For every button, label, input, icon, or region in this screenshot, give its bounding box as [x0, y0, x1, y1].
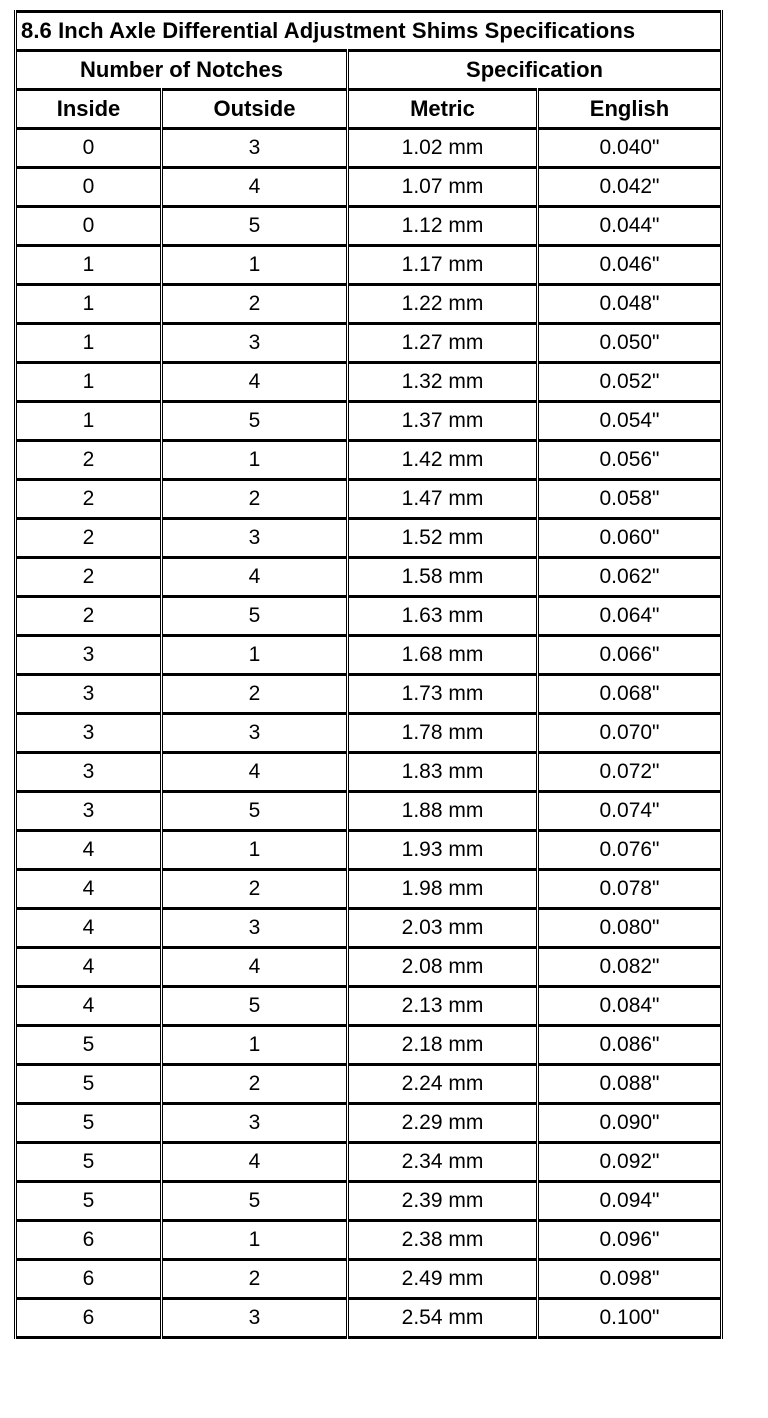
cell-inside: 2: [16, 519, 162, 558]
table-row: [16, 129, 722, 168]
cell-metric: 1.47 mm: [348, 480, 538, 519]
cell-outside: 4: [162, 753, 348, 792]
cell-outside: 2: [162, 480, 348, 519]
cell-outside: 5: [162, 207, 348, 246]
cell-outside: 4: [162, 363, 348, 402]
cell-outside: 5: [162, 597, 348, 636]
cell-metric: 2.08 mm: [348, 948, 538, 987]
cell-outside: 5: [162, 792, 348, 831]
cell-english: 0.046": [538, 246, 722, 285]
cell-english: 0.086": [538, 1026, 722, 1065]
cell-metric: 1.83 mm: [348, 753, 538, 792]
group-header-row: [16, 51, 722, 90]
table-row: [16, 1260, 722, 1299]
cell-outside: 4: [162, 558, 348, 597]
cell-metric: 1.68 mm: [348, 636, 538, 675]
cell-english: 0.062": [538, 558, 722, 597]
cell-english: 0.092": [538, 1143, 722, 1182]
cell-english: 0.098": [538, 1260, 722, 1299]
table-row: [16, 480, 722, 519]
shim-spec-sheet: [14, 10, 720, 1339]
cell-inside: 5: [16, 1143, 162, 1182]
cell-outside: 3: [162, 909, 348, 948]
cell-metric: 2.13 mm: [348, 987, 538, 1026]
cell-inside: 3: [16, 714, 162, 753]
cell-metric: 1.88 mm: [348, 792, 538, 831]
cell-outside: 2: [162, 285, 348, 324]
table-row: [16, 675, 722, 714]
cell-metric: 1.17 mm: [348, 246, 538, 285]
cell-english: 0.084": [538, 987, 722, 1026]
table-row: [16, 207, 722, 246]
cell-english: 0.060": [538, 519, 722, 558]
cell-outside: 1: [162, 831, 348, 870]
cell-metric: 1.63 mm: [348, 597, 538, 636]
cell-metric: 1.37 mm: [348, 402, 538, 441]
cell-metric: 2.54 mm: [348, 1299, 538, 1338]
cell-metric: 1.98 mm: [348, 870, 538, 909]
cell-inside: 1: [16, 363, 162, 402]
table-row: [16, 753, 722, 792]
column-header-inside: Inside: [16, 90, 162, 129]
cell-english: 0.058": [538, 480, 722, 519]
cell-inside: 5: [16, 1104, 162, 1143]
cell-outside: 3: [162, 714, 348, 753]
cell-english: 0.100": [538, 1299, 722, 1338]
cell-english: 0.068": [538, 675, 722, 714]
cell-inside: 1: [16, 246, 162, 285]
cell-english: 0.090": [538, 1104, 722, 1143]
cell-inside: 0: [16, 168, 162, 207]
title-row: [16, 12, 722, 51]
cell-english: 0.080": [538, 909, 722, 948]
cell-inside: 0: [16, 129, 162, 168]
table-row: [16, 909, 722, 948]
cell-outside: 3: [162, 324, 348, 363]
table-body: [16, 129, 722, 1338]
table-row: [16, 519, 722, 558]
table-row: [16, 1026, 722, 1065]
cell-english: 0.076": [538, 831, 722, 870]
column-header-outside: Outside: [162, 90, 348, 129]
table-row: [16, 1182, 722, 1221]
table-row: [16, 363, 722, 402]
cell-metric: 1.22 mm: [348, 285, 538, 324]
cell-english: 0.096": [538, 1221, 722, 1260]
cell-metric: 2.29 mm: [348, 1104, 538, 1143]
cell-metric: 1.73 mm: [348, 675, 538, 714]
cell-inside: 1: [16, 324, 162, 363]
cell-english: 0.064": [538, 597, 722, 636]
cell-metric: 1.32 mm: [348, 363, 538, 402]
shim-spec-table: [14, 10, 723, 1339]
cell-inside: 4: [16, 987, 162, 1026]
cell-outside: 1: [162, 1221, 348, 1260]
cell-metric: 2.39 mm: [348, 1182, 538, 1221]
table-row: [16, 441, 722, 480]
cell-metric: 1.42 mm: [348, 441, 538, 480]
table-row: [16, 987, 722, 1026]
group-header-notches: Number of Notches: [16, 51, 348, 90]
cell-inside: 4: [16, 948, 162, 987]
cell-english: 0.072": [538, 753, 722, 792]
table-row: [16, 1299, 722, 1338]
cell-inside: 2: [16, 441, 162, 480]
cell-english: 0.040": [538, 129, 722, 168]
cell-english: 0.048": [538, 285, 722, 324]
cell-outside: 2: [162, 675, 348, 714]
cell-inside: 4: [16, 870, 162, 909]
cell-inside: 0: [16, 207, 162, 246]
cell-english: 0.050": [538, 324, 722, 363]
table-row: [16, 870, 722, 909]
cell-inside: 2: [16, 558, 162, 597]
cell-metric: 1.02 mm: [348, 129, 538, 168]
table-row: [16, 714, 722, 753]
cell-metric: 1.93 mm: [348, 831, 538, 870]
column-header-row: [16, 90, 722, 129]
cell-metric: 1.58 mm: [348, 558, 538, 597]
cell-inside: 5: [16, 1065, 162, 1104]
cell-outside: 3: [162, 519, 348, 558]
cell-inside: 3: [16, 753, 162, 792]
cell-english: 0.052": [538, 363, 722, 402]
cell-english: 0.056": [538, 441, 722, 480]
table-row: [16, 636, 722, 675]
cell-metric: 2.18 mm: [348, 1026, 538, 1065]
cell-outside: 5: [162, 402, 348, 441]
cell-outside: 2: [162, 1065, 348, 1104]
cell-inside: 3: [16, 792, 162, 831]
cell-metric: 1.78 mm: [348, 714, 538, 753]
group-header-specification: Specification: [348, 51, 722, 90]
cell-outside: 2: [162, 870, 348, 909]
cell-outside: 1: [162, 246, 348, 285]
cell-outside: 3: [162, 129, 348, 168]
cell-inside: 3: [16, 675, 162, 714]
cell-inside: 2: [16, 597, 162, 636]
cell-outside: 5: [162, 1182, 348, 1221]
cell-outside: 4: [162, 168, 348, 207]
cell-inside: 4: [16, 909, 162, 948]
cell-metric: 2.03 mm: [348, 909, 538, 948]
cell-inside: 1: [16, 402, 162, 441]
cell-inside: 1: [16, 285, 162, 324]
cell-outside: 5: [162, 987, 348, 1026]
cell-english: 0.074": [538, 792, 722, 831]
table-row: [16, 402, 722, 441]
cell-outside: 3: [162, 1299, 348, 1338]
table-row: [16, 831, 722, 870]
table-row: [16, 792, 722, 831]
cell-english: 0.044": [538, 207, 722, 246]
cell-inside: 6: [16, 1260, 162, 1299]
cell-english: 0.078": [538, 870, 722, 909]
table-row: [16, 324, 722, 363]
cell-inside: 3: [16, 636, 162, 675]
cell-inside: 4: [16, 831, 162, 870]
table-row: [16, 1143, 722, 1182]
cell-metric: 2.49 mm: [348, 1260, 538, 1299]
table-title: 8.6 Inch Axle Differential Adjustment Shims Specifications: [16, 12, 722, 51]
cell-outside: 1: [162, 441, 348, 480]
cell-english: 0.054": [538, 402, 722, 441]
cell-english: 0.066": [538, 636, 722, 675]
table-row: [16, 1104, 722, 1143]
cell-metric: 2.24 mm: [348, 1065, 538, 1104]
cell-metric: 1.52 mm: [348, 519, 538, 558]
cell-english: 0.042": [538, 168, 722, 207]
table-row: [16, 948, 722, 987]
cell-metric: 2.34 mm: [348, 1143, 538, 1182]
cell-english: 0.070": [538, 714, 722, 753]
cell-outside: 4: [162, 1143, 348, 1182]
cell-metric: 1.27 mm: [348, 324, 538, 363]
cell-inside: 6: [16, 1299, 162, 1338]
column-header-metric: Metric: [348, 90, 538, 129]
cell-inside: 6: [16, 1221, 162, 1260]
column-header-english: English: [538, 90, 722, 129]
table-row: [16, 168, 722, 207]
cell-inside: 2: [16, 480, 162, 519]
cell-inside: 5: [16, 1182, 162, 1221]
cell-outside: 1: [162, 636, 348, 675]
cell-metric: 2.38 mm: [348, 1221, 538, 1260]
table-row: [16, 558, 722, 597]
cell-outside: 1: [162, 1026, 348, 1065]
table-row: [16, 1221, 722, 1260]
table-row: [16, 597, 722, 636]
cell-english: 0.082": [538, 948, 722, 987]
table-row: [16, 1065, 722, 1104]
cell-outside: 4: [162, 948, 348, 987]
cell-inside: 5: [16, 1026, 162, 1065]
table-row: [16, 246, 722, 285]
cell-metric: 1.12 mm: [348, 207, 538, 246]
cell-metric: 1.07 mm: [348, 168, 538, 207]
cell-outside: 2: [162, 1260, 348, 1299]
table-row: [16, 285, 722, 324]
cell-outside: 3: [162, 1104, 348, 1143]
cell-english: 0.094": [538, 1182, 722, 1221]
cell-english: 0.088": [538, 1065, 722, 1104]
